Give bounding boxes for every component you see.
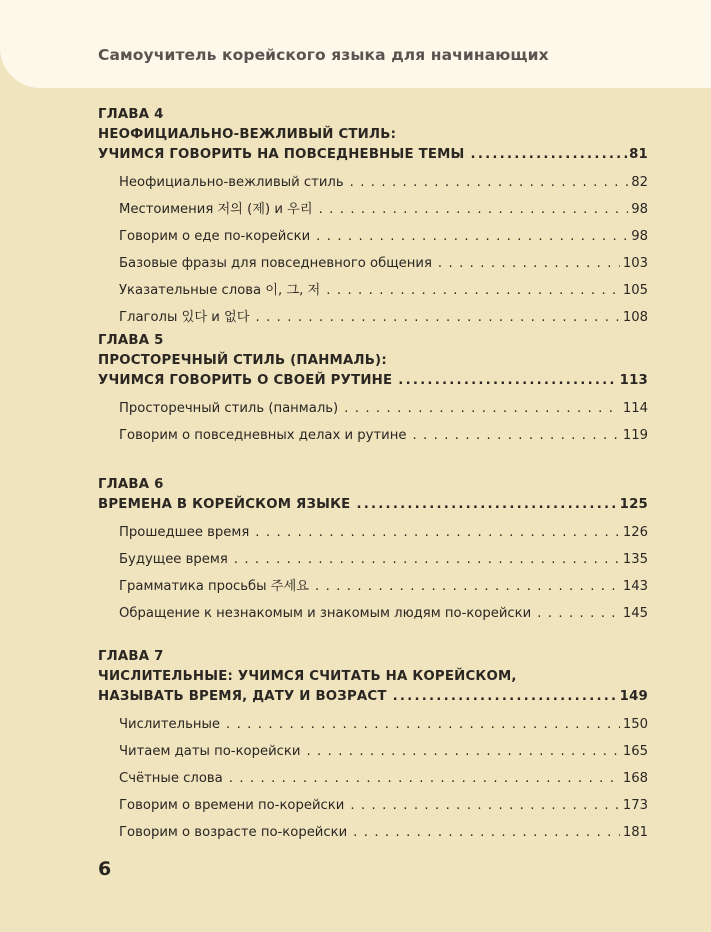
entry-page-number: 108 [622,310,648,325]
entry-title: Читаем даты по-корейски [119,744,301,759]
dot-leader [350,169,629,196]
dot-leader [350,792,620,819]
entry-page-number: 126 [622,525,648,540]
entry-title: Говорим о возрасте по-корейски [119,825,348,840]
chapter-entries [98,169,648,331]
entry-title: Указательные слова 이, 그, 저 [119,283,321,298]
dot-leader [316,223,628,250]
chapter-label: ГЛАВА 6 [98,477,164,492]
entry-page-number: 114 [622,401,648,416]
entry-page-number: 181 [622,825,648,840]
entry-page-number: 98 [631,202,648,217]
entry-title: Счётные слова [119,771,223,786]
chapter-label: ГЛАВА 7 [98,649,164,664]
entry-page-number: 119 [622,428,648,443]
entry-page-number: 168 [622,771,648,786]
chapter-title-last-line[interactable] [98,371,648,391]
chapter-7 [98,647,648,846]
chapter-page-number: 81 [629,147,648,162]
chapter-page-number: 125 [619,497,648,512]
toc-entry[interactable] [119,304,648,331]
table-of-contents [98,105,648,850]
chapter-title-last-line[interactable] [98,495,648,515]
toc-entry[interactable] [119,395,648,422]
dot-leader [471,145,628,165]
toc-entry[interactable] [119,546,648,573]
page-number: 6 [98,858,112,880]
entry-page-number: 150 [622,717,648,732]
entry-title: Говорим о еде по-корейски [119,229,311,244]
chapter-title-line: ПРОСТОРЕЧНЫЙ СТИЛЬ (ПАНМАЛЬ): [98,353,387,368]
entry-title: Просторечный стиль (панмаль) [119,401,339,416]
entry-page-number: 82 [631,175,648,190]
dot-leader [344,395,620,422]
chapter-page-number: 113 [619,373,648,388]
entry-title: Говорим о времени по-корейски [119,798,345,813]
dot-leader [356,495,617,515]
entry-page-number: 103 [622,256,648,271]
toc-entry[interactable] [119,765,648,792]
entry-page-number: 135 [622,552,648,567]
dot-leader [353,819,620,846]
chapter-title-text: ВРЕМЕНА В КОРЕЙСКОМ ЯЗЫКЕ [98,497,351,512]
toc-entry[interactable] [119,422,648,449]
entry-page-number: 98 [631,229,648,244]
toc-entry[interactable] [119,169,648,196]
dot-leader [306,738,619,765]
toc-entry[interactable] [119,250,648,277]
toc-entry[interactable] [119,573,648,600]
entry-page-number: 143 [622,579,648,594]
chapter-entries [98,711,648,846]
entry-page-number: 105 [622,283,648,298]
chapter-4 [98,105,648,327]
chapter-entries [98,395,648,449]
chapter-6 [98,475,648,643]
chapter-entries [98,519,648,627]
entry-title: Обращение к незнакомым и знакомым людям по-корейски [119,606,532,621]
chapter-title-line: ЧИСЛИТЕЛЬНЫЕ: УЧИМСЯ СЧИТАТЬ НА КОРЕЙСКОМ, [98,669,517,684]
entry-title: Местоимения 저의 (제) и 우리 [119,202,313,217]
entry-title: Будущее время [119,552,228,567]
chapter-5 [98,331,648,471]
dot-leader [326,277,620,304]
dot-leader [319,196,629,223]
chapter-label: ГЛАВА 4 [98,107,164,122]
book-title: Самоучитель корейского языка для начинающих [98,46,549,64]
toc-entry[interactable] [119,711,648,738]
chapter-title-text: УЧИМСЯ ГОВОРИТЬ НА ПОВСЕДНЕВНЫЕ ТЕМЫ [98,147,465,162]
dot-leader [438,250,620,277]
entry-title: Грамматика просьбы 주세요 [119,579,310,594]
toc-entry[interactable] [119,223,648,250]
header-band [0,0,711,88]
toc-entry[interactable] [119,792,648,819]
chapter-label: ГЛАВА 5 [98,333,164,348]
entry-title: Глаголы 있다 и 없다 [119,310,250,325]
entry-title: Неофициально-вежливый стиль [119,175,344,190]
toc-entry[interactable] [119,738,648,765]
entry-page-number: 145 [622,606,648,621]
dot-leader [398,371,617,391]
chapter-title-text: УЧИМСЯ ГОВОРИТЬ О СВОЕЙ РУТИНЕ [98,373,393,388]
toc-entry[interactable] [119,600,648,627]
toc-entry[interactable] [119,277,648,304]
entry-page-number: 173 [622,798,648,813]
chapter-title-line: НЕОФИЦИАЛЬНО-ВЕЖЛИВЫЙ СТИЛЬ: [98,127,397,142]
dot-leader [226,711,620,738]
entry-title: Говорим о повседневных делах и рутине [119,428,407,443]
chapter-title-last-line[interactable] [98,687,648,707]
dot-leader [255,519,620,546]
dot-leader [537,600,620,627]
entry-title: Числительные [119,717,221,732]
toc-entry[interactable] [119,519,648,546]
dot-leader [315,573,620,600]
entry-page-number: 165 [622,744,648,759]
entry-title: Прошедшее время [119,525,250,540]
dot-leader [393,687,618,707]
dot-leader [412,422,619,449]
chapter-title-last-line[interactable] [98,145,648,165]
dot-leader [229,765,620,792]
chapter-title-text: НАЗЫВАТЬ ВРЕМЯ, ДАТУ И ВОЗРАСТ [98,689,387,704]
dot-leader [234,546,620,573]
dot-leader [256,304,620,331]
entry-title: Базовые фразы для повседневного общения [119,256,432,271]
toc-entry[interactable] [119,819,648,846]
chapter-page-number: 149 [619,689,648,704]
toc-entry[interactable] [119,196,648,223]
